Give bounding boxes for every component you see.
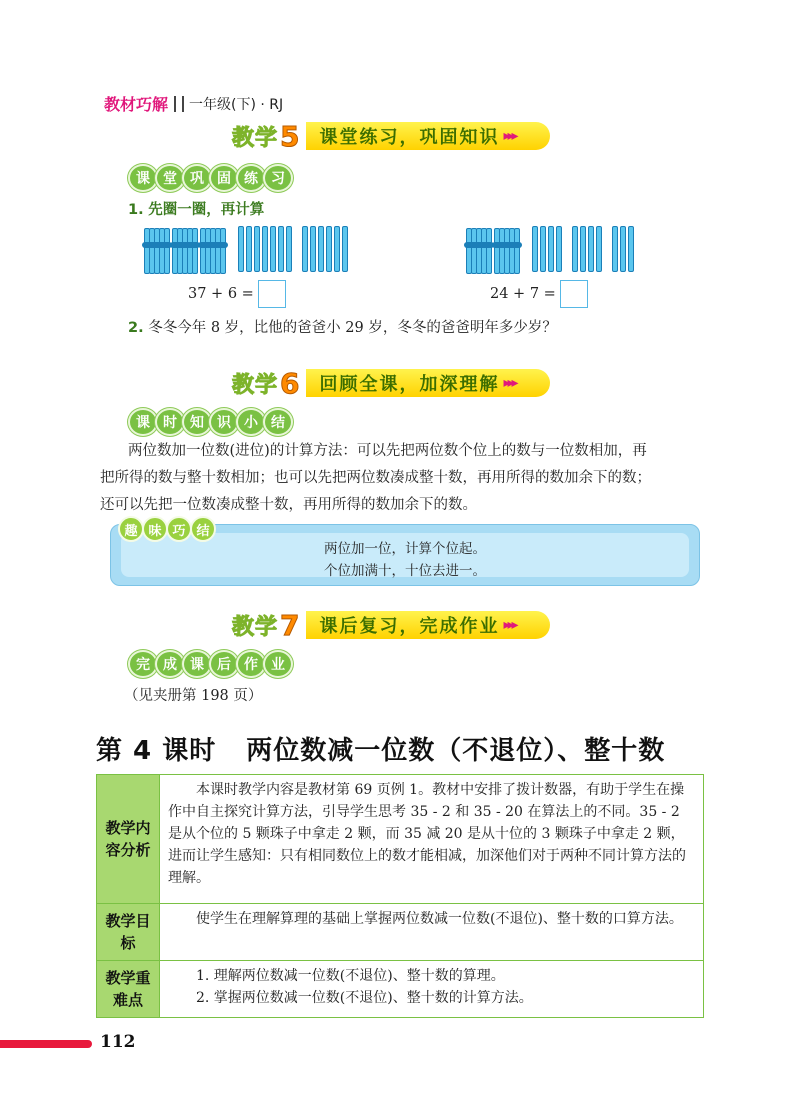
running-header — [104, 92, 283, 115]
stick-icon — [342, 226, 348, 272]
step-word: 教学 — [232, 125, 279, 151]
lesson-number: 第 4 课时 — [96, 736, 217, 766]
tag-char: 课 — [128, 408, 158, 436]
tag-char: 习 — [263, 164, 293, 192]
row-header: 教学内容分析 — [97, 775, 160, 903]
stick-icon — [580, 226, 586, 272]
grade-label: 一年级(下) · RJ — [189, 96, 284, 113]
stick-icon — [278, 226, 284, 272]
row-header: 教学目标 — [97, 904, 160, 960]
stick-icon — [620, 226, 626, 272]
question-text: 先圈一圈，再计算 — [148, 202, 265, 218]
table-row — [97, 775, 703, 903]
tag-char: 结 — [263, 408, 293, 436]
stick-icon — [532, 226, 538, 272]
see-reference: （见夹册第 198 页） — [124, 688, 263, 704]
lesson-title — [96, 730, 665, 767]
fun-tag — [118, 516, 214, 542]
stick-icon — [302, 226, 308, 272]
stick-icon — [326, 226, 332, 272]
answer-box[interactable] — [560, 280, 588, 308]
row-body: 本课时教学内容是教材第 69 页例 1。教材中安排了拨计数器，有助于学生在操作中自主探究计算方法，引导学生思考 35 - 2 和 35 - 20 在算法上的不同。35 - 2 是从个位的 5 颗珠子中拿走 2 颗，而 35 减 20 是从十位的 3 颗珠子中拿走 2 颗，进而让学生感知：只有相同数位上的数才能相减，加深他们对于两种不同计算方法的理解。 — [168, 782, 686, 886]
step-6-banner — [232, 368, 562, 398]
stick-icon — [238, 226, 244, 272]
stick-icon — [556, 226, 562, 272]
summary-line: 把所得的数与整十数相加；也可以先把两位数凑成整十数，再用所得的数加余下的数； — [100, 470, 651, 486]
row-body: 使学生在理解算理的基础上掌握两位数减一位数(不退位)、整十数的口算方法。 — [196, 911, 683, 927]
stick-icon — [334, 226, 340, 272]
tag-char: 成 — [155, 650, 185, 678]
tag-char: 小 — [236, 408, 266, 436]
row-body — [160, 961, 703, 1017]
step-word: 教学 — [232, 372, 279, 398]
table-row — [97, 903, 703, 960]
chevrons-icon: ▸▸▸ — [503, 617, 516, 633]
counting-sticks-group-1 — [144, 226, 350, 272]
chevrons-icon: ▸▸▸ — [503, 375, 516, 391]
step-number: 5 — [280, 119, 300, 153]
tag-char: 味 — [142, 516, 168, 542]
equation-1 — [188, 280, 286, 308]
tag-char: 后 — [209, 650, 239, 678]
rhyme-line: 个位加满十，十位去进一。 — [324, 563, 486, 579]
stick-bundle-icon — [200, 228, 226, 272]
step-title-text: 课堂练习，巩固知识 — [319, 127, 500, 148]
step-7-banner — [232, 610, 562, 640]
stick-bundle-icon — [172, 228, 198, 272]
stick-icon — [612, 226, 618, 272]
stick-icon — [588, 226, 594, 272]
stick-icon — [270, 226, 276, 272]
lesson-title-text: 两位数减一位数（不退位）、整十数 — [246, 736, 666, 766]
stick-icon — [628, 226, 634, 272]
chevrons-icon: ▸▸▸ — [503, 128, 516, 144]
step-title-text: 回顾全课，加深理解 — [319, 374, 500, 395]
step-number: 7 — [280, 608, 300, 642]
tag-char: 知 — [182, 408, 212, 436]
stick-icon — [548, 226, 554, 272]
homework-tag — [128, 650, 290, 678]
equation-text: 24 + 7 = — [490, 286, 556, 302]
stick-icon — [246, 226, 252, 272]
rhyme-line: 两位加一位，计算个位起。 — [324, 541, 486, 557]
tag-char: 作 — [236, 650, 266, 678]
tag-char: 堂 — [155, 164, 185, 192]
step-title — [306, 369, 550, 397]
summary-paragraph — [100, 438, 710, 519]
list-item: 2. 掌握两位数减一位数(不退位)、整十数的计算方法。 — [196, 990, 533, 1006]
row-header: 教学重难点 — [97, 961, 160, 1017]
tag-char: 趣 — [118, 516, 144, 542]
tag-char: 巧 — [166, 516, 192, 542]
step-title — [306, 122, 550, 150]
question-2 — [128, 316, 557, 337]
stick-bundle-icon — [144, 228, 170, 272]
tag-char: 完 — [128, 650, 158, 678]
practice-tag — [128, 164, 290, 192]
step-title-text: 课后复习，完成作业 — [319, 616, 500, 637]
answer-box[interactable] — [258, 280, 286, 308]
step-number: 6 — [280, 366, 300, 400]
question-text: 冬冬今年 8 岁，比他的爸爸小 29 岁，冬冬的爸爸明年多少岁？ — [148, 320, 557, 336]
stick-icon — [262, 226, 268, 272]
stick-icon — [540, 226, 546, 272]
step-5-banner — [232, 121, 562, 151]
step-word: 教学 — [232, 614, 279, 640]
question-number: 2. — [128, 320, 144, 336]
tag-char: 识 — [209, 408, 239, 436]
question-number: 1. — [128, 202, 144, 218]
footer-bar — [0, 1040, 92, 1048]
table-row — [97, 960, 703, 1017]
stick-icon — [310, 226, 316, 272]
stick-icon — [286, 226, 292, 272]
equation-text: 37 + 6 = — [188, 286, 254, 302]
tag-char: 结 — [190, 516, 216, 542]
lesson-info-table — [96, 774, 704, 1018]
tag-char: 练 — [236, 164, 266, 192]
tag-char: 巩 — [182, 164, 212, 192]
stick-icon — [254, 226, 260, 272]
summary-line: 还可以先把一位数凑成整十数，再用所得的数加余下的数。 — [100, 497, 477, 513]
stick-bundle-icon — [466, 228, 492, 272]
step-title — [306, 611, 550, 639]
tag-char: 固 — [209, 164, 239, 192]
equation-2 — [490, 280, 588, 308]
question-1 — [128, 198, 264, 219]
stick-bundle-icon — [494, 228, 520, 272]
tag-char: 时 — [155, 408, 185, 436]
tag-char: 业 — [263, 650, 293, 678]
summary-tag — [128, 408, 290, 436]
summary-line: 两位数加一位数(进位)的计算方法：可以先把两位数个位上的数与一位数相加，再 — [128, 443, 647, 459]
tag-char: 课 — [128, 164, 158, 192]
counting-sticks-group-2 — [466, 226, 636, 272]
stick-icon — [318, 226, 324, 272]
tag-char: 课 — [182, 650, 212, 678]
stick-icon — [596, 226, 602, 272]
list-item: 1. 理解两位数减一位数(不退位)、整十数的算理。 — [196, 968, 505, 984]
book-brand: 教材巧解 — [104, 95, 169, 114]
header-divider — [174, 96, 184, 112]
page-number: 112 — [100, 1032, 136, 1052]
stick-icon — [572, 226, 578, 272]
